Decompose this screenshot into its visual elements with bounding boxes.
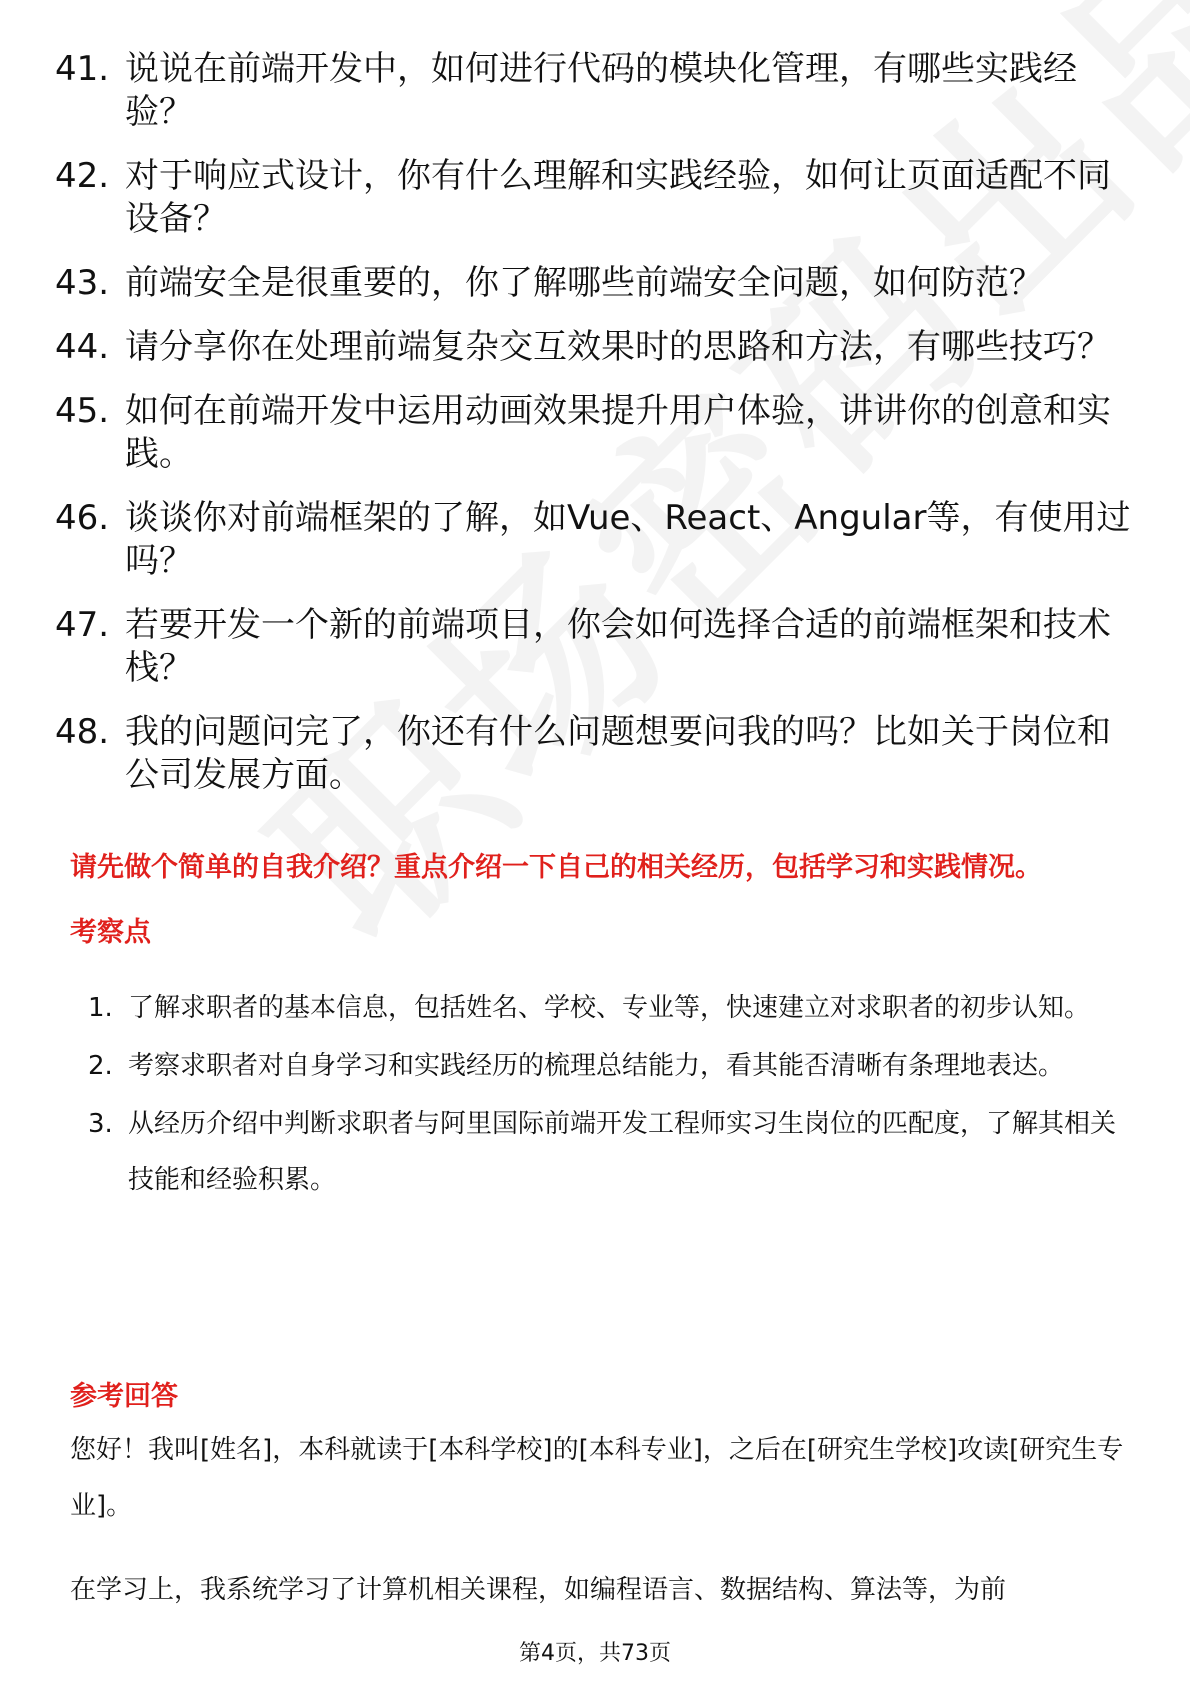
question-item xyxy=(55,48,1135,134)
assessment-point-list xyxy=(70,980,1130,1210)
question-number: 43. xyxy=(55,263,110,303)
question-text: 请分享你在处理前端复杂交互效果时的思路和方法，有哪些技巧？ xyxy=(125,327,1111,367)
point-text: 从经历介绍中判断求职者与阿里国际前端开发工程师实习生岗位的匹配度，了解其相关技能和经验积累。 xyxy=(128,1109,1117,1195)
question-number: 45. xyxy=(55,391,110,431)
question-text: 如何在前端开发中运用动画效果提升用户体验，讲讲你的创意和实践。 xyxy=(125,391,1111,474)
page-footer: 第4页，共73页 xyxy=(519,1641,671,1666)
assessment-point xyxy=(70,980,1130,1036)
point-text: 了解求职者的基本信息，包括姓名、学校、专业等，快速建立对求职者的初步认知。 xyxy=(128,993,1091,1023)
point-text: 考察求职者对自身学习和实践经历的梳理总结能力，看其能否清晰有条理地表达。 xyxy=(128,1051,1065,1081)
question-text: 对于响应式设计，你有什么理解和实践经验，如何让页面适配不同设备？ xyxy=(125,156,1111,239)
question-text: 我的问题问完了，你还有什么问题想要问我的吗？比如关于岗位和公司发展方面。 xyxy=(125,712,1111,795)
question-text: 前端安全是很重要的，你了解哪些前端安全问题，如何防范？ xyxy=(125,263,1043,303)
question-number: 42. xyxy=(55,156,110,196)
point-number: 3. xyxy=(88,1109,113,1139)
section-title-assessment-points: 考察点 xyxy=(70,917,151,948)
question-number: 47. xyxy=(55,605,110,645)
question-text: 说说在前端开发中，如何进行代码的模块化管理，有哪些实践经验？ xyxy=(125,49,1077,132)
question-number: 48. xyxy=(55,712,110,752)
question-text: 若要开发一个新的前端项目，你会如何选择合适的前端框架和技术栈？ xyxy=(125,605,1111,688)
question-item xyxy=(55,390,1135,476)
point-number: 1. xyxy=(88,993,113,1023)
section-title-reference-answer: 参考回答 xyxy=(70,1381,178,1412)
question-number: 44. xyxy=(55,327,110,367)
question-item xyxy=(55,604,1135,690)
question-item xyxy=(55,155,1135,241)
assessment-point xyxy=(70,1038,1130,1094)
question-list xyxy=(55,48,1135,818)
question-item xyxy=(55,326,1135,369)
question-item xyxy=(55,497,1135,583)
question-text: 谈谈你对前端框架的了解，如Vue、React、Angular等，有使用过吗？ xyxy=(125,498,1131,581)
point-number: 2. xyxy=(88,1051,113,1081)
question-number: 46. xyxy=(55,498,110,538)
question-item xyxy=(55,711,1135,797)
question-number: 41. xyxy=(55,49,110,89)
question-item xyxy=(55,262,1135,305)
answer-paragraph: 在学习上，我系统学习了计算机相关课程，如编程语言、数据结构、算法等，为前 xyxy=(70,1575,1007,1605)
answer-paragraph: 您好！我叫[姓名]，本科就读于[本科学校]的[本科专业]，之后在[研究生学校]攻读[研究生专业]。 xyxy=(70,1435,1124,1521)
interview-question-heading: 请先做个简单的自我介绍？重点介绍一下自己的相关经历，包括学习和实践情况。 xyxy=(70,852,1042,883)
assessment-point xyxy=(70,1096,1130,1208)
